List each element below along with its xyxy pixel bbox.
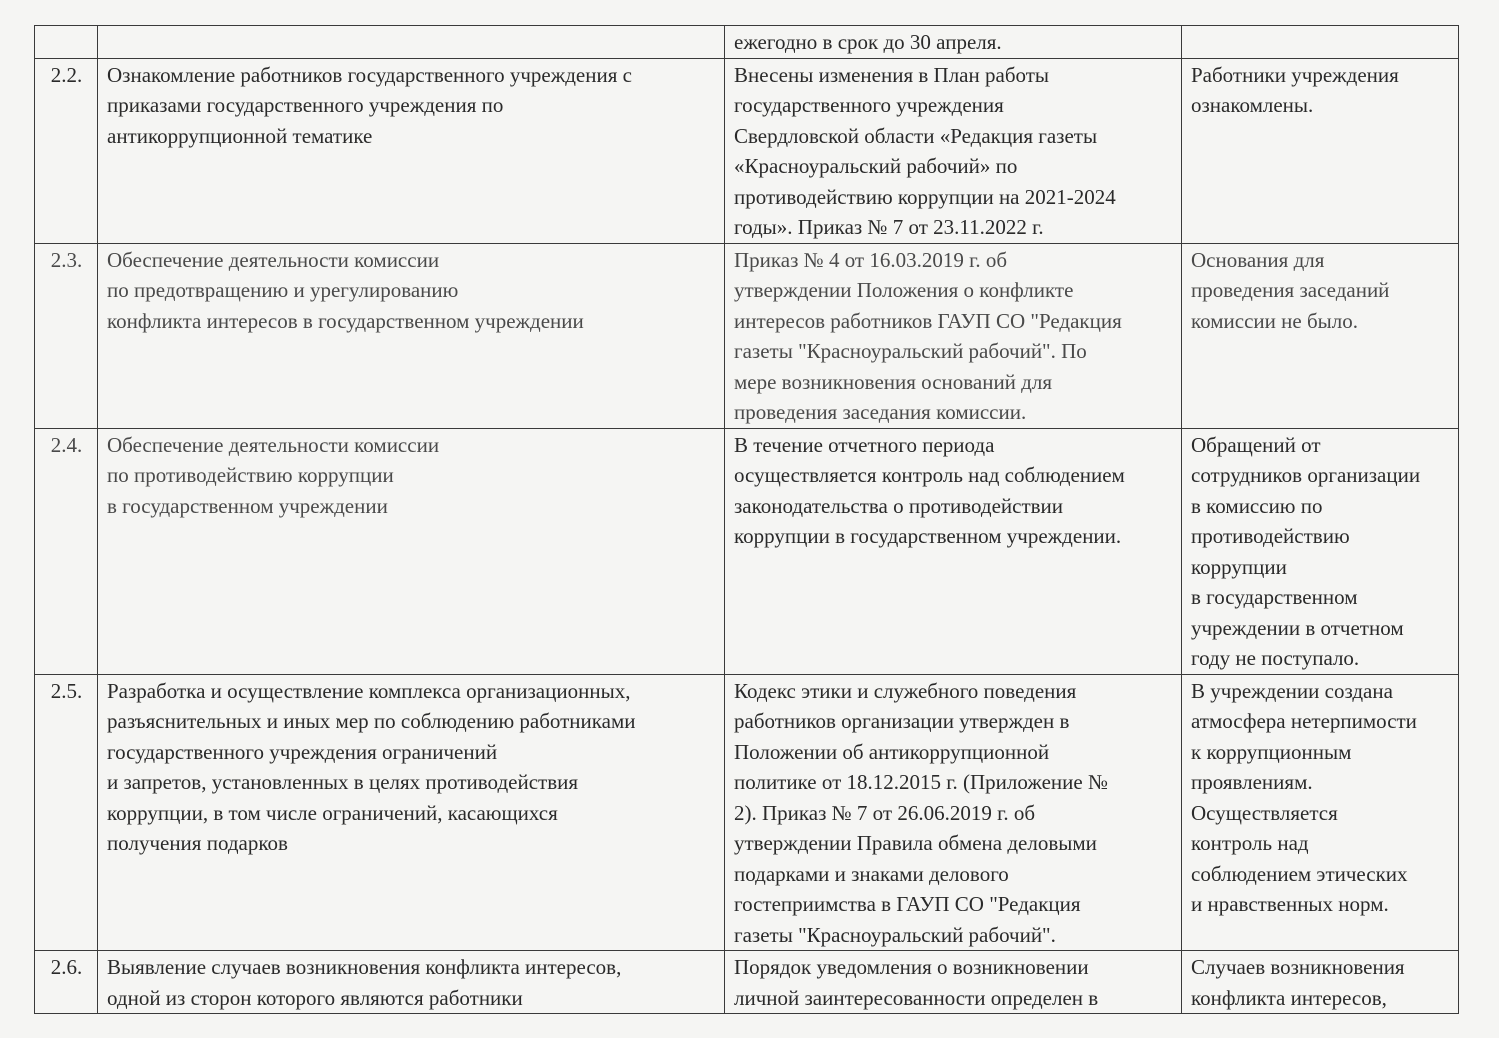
table-row: [35, 951, 1459, 1014]
row-number: 2.5.: [35, 674, 98, 951]
row-number: 2.6.: [35, 951, 98, 1014]
result-cell: [1182, 26, 1459, 59]
report-table: [34, 25, 1459, 1014]
activity-cell: [98, 26, 725, 59]
measures-cell: Приказ № 4 от 16.03.2019 г. об утверждении Положения о конфликте интересов работников ГАУП СО "Редакция газеты "Красноуральский рабочий". По мере возникновения оснований для проведения заседания комиссии.: [725, 243, 1182, 428]
measures-cell: ежегодно в срок до 30 апреля.: [725, 26, 1182, 59]
row-number: 2.3.: [35, 243, 98, 428]
table-row: [35, 428, 1459, 674]
result-cell: В учреждении создана атмосфера нетерпимости к коррупционным проявлениям. Осуществляется контроль над соблюдением этических и нравственных норм.: [1182, 674, 1459, 951]
row-number: [35, 26, 98, 59]
activity-cell: Ознакомление работников государственного учреждения с приказами государственного учреждения по антикоррупционной тематике: [98, 58, 725, 243]
table-row: [35, 26, 1459, 59]
table-row: [35, 243, 1459, 428]
result-cell: Случаев возникновения конфликта интересов,: [1182, 951, 1459, 1014]
row-number: 2.2.: [35, 58, 98, 243]
activity-cell: Обеспечение деятельности комиссии по противодействию коррупции в государственном учреждении: [98, 428, 725, 674]
table-row: [35, 674, 1459, 951]
measures-cell: Внесены изменения в План работы государственного учреждения Свердловской области «Редакция газеты «Красноуральский рабочий» по противодействию коррупции на 2021-2024 годы». Приказ № 7 от 23.11.2022 г.: [725, 58, 1182, 243]
row-number: 2.4.: [35, 428, 98, 674]
activity-cell: Разработка и осуществление комплекса организационных, разъяснительных и иных мер по соблюдению работниками государственного учреждения ограничений и запретов, установленных в целях противодействия коррупции, в том числе ограничений, касающихся получения подарков: [98, 674, 725, 951]
measures-cell: В течение отчетного периода осуществляется контроль над соблюдением законодательства о противодействии коррупции в государственном учреждении.: [725, 428, 1182, 674]
result-cell: Основания для проведения заседаний комиссии не было.: [1182, 243, 1459, 428]
table-row: [35, 58, 1459, 243]
measures-cell: Порядок уведомления о возникновении личной заинтересованности определен в: [725, 951, 1182, 1014]
activity-cell: Обеспечение деятельности комиссии по предотвращению и урегулированию конфликта интересов в государственном учреждении: [98, 243, 725, 428]
result-cell: Работники учреждения ознакомлены.: [1182, 58, 1459, 243]
measures-cell: Кодекс этики и служебного поведения работников организации утвержден в Положении об антикоррупционной политике от 18.12.2015 г. (Приложение № 2). Приказ № 7 от 26.06.2019 г. об утверждении Правила обмена деловыми подарками и знаками делового гостеприимства в ГАУП СО "Редакция газеты "Красноуральский рабочий".: [725, 674, 1182, 951]
result-cell: Обращений от сотрудников организации в комиссию по противодействию коррупции в государственном учреждении в отчетном году не поступало.: [1182, 428, 1459, 674]
activity-cell: Выявление случаев возникновения конфликта интересов, одной из сторон которого являются работники: [98, 951, 725, 1014]
